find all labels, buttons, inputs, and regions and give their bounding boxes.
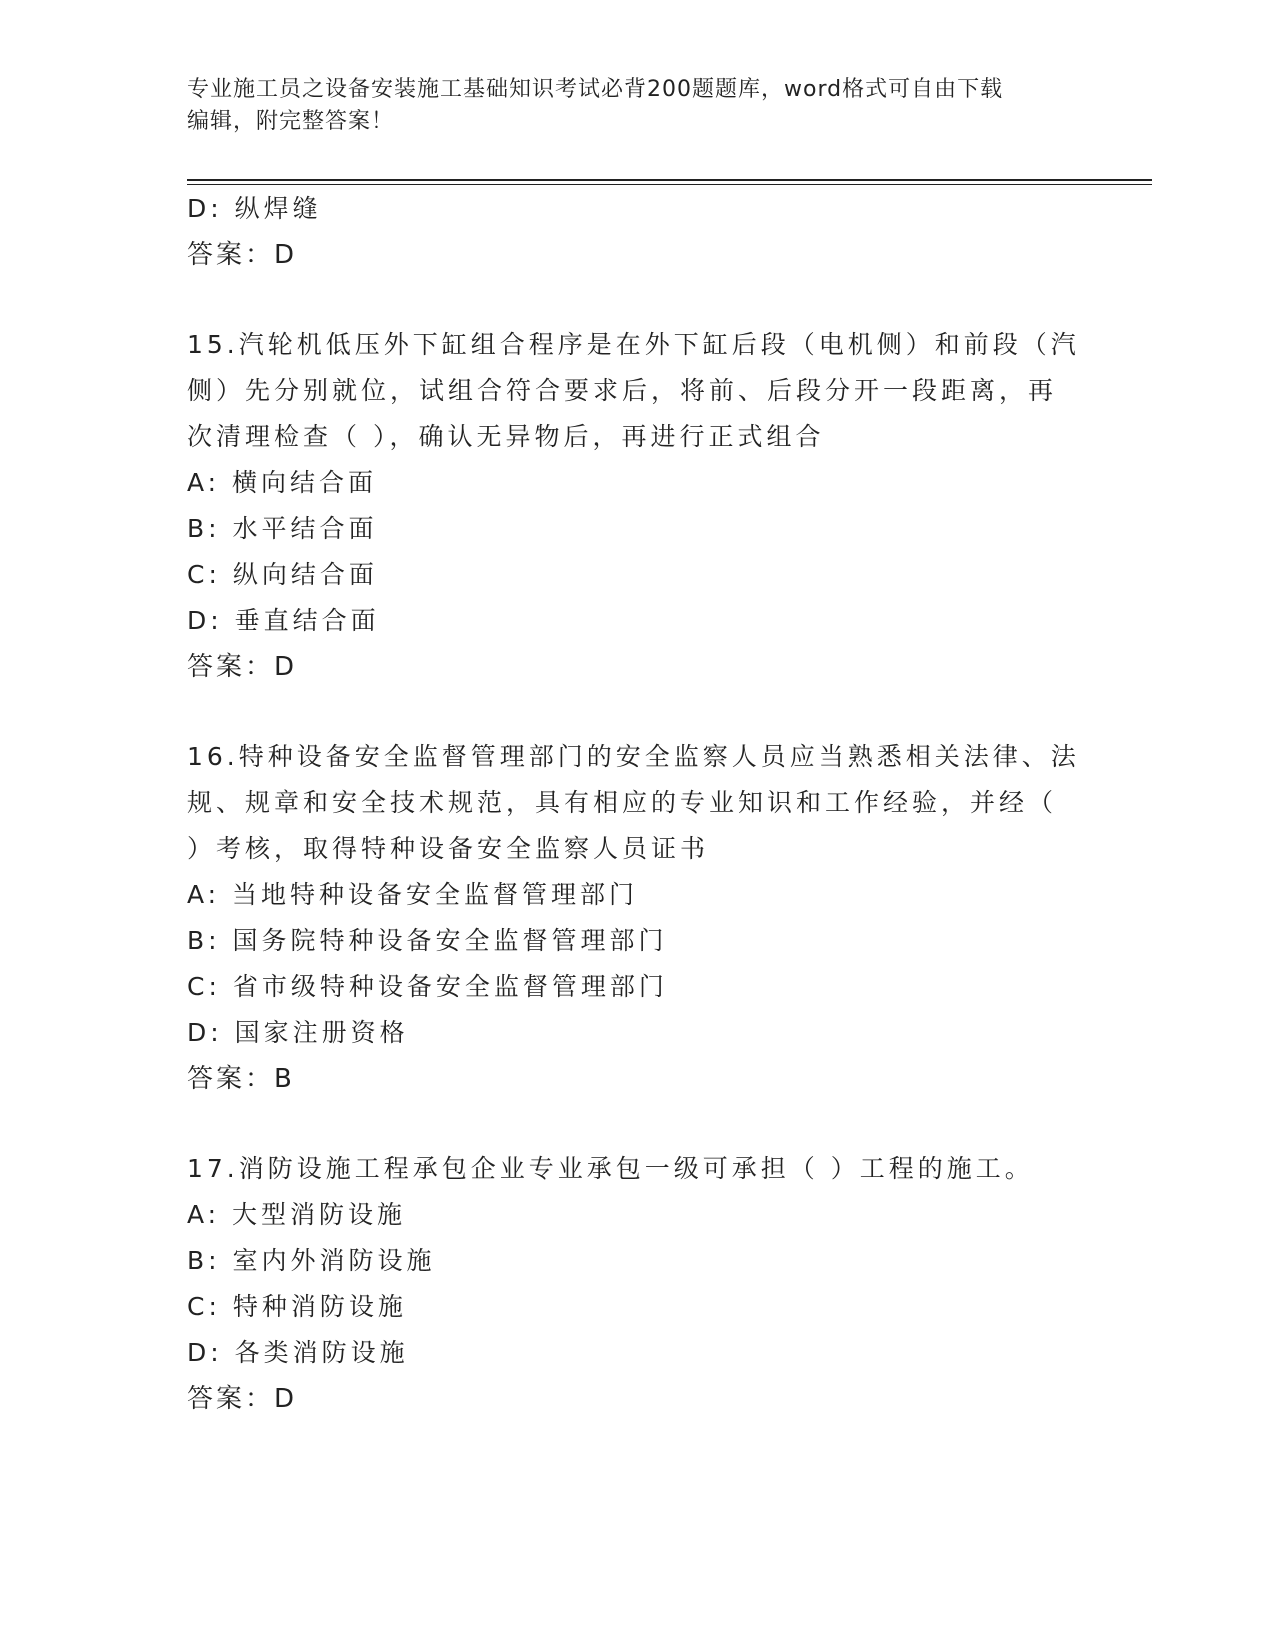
question-17 — [187, 1146, 1077, 1422]
header-divider-thin — [187, 184, 1152, 185]
option-c: C: 纵向结合面 — [187, 560, 378, 589]
document-body — [187, 186, 1080, 1422]
option-c: C: 省市级特种设备安全监督管理部门 — [187, 972, 668, 1001]
option-b: B: 室内外消防设施 — [187, 1246, 436, 1275]
option-a: A: 当地特种设备安全监督管理部门 — [187, 880, 639, 909]
spacer — [187, 690, 1077, 734]
option-a: A: 横向结合面 — [187, 468, 378, 497]
option-b: B: 国务院特种设备安全监督管理部门 — [187, 926, 668, 955]
spacer — [187, 278, 1077, 322]
question-text-line: 15.汽轮机低压外下缸组合程序是在外下缸后段（电机侧）和前段（汽 — [187, 330, 1080, 359]
question-text-line: 规、规章和安全技术规范，具有相应的专业知识和工作经验，并经（ — [187, 788, 1058, 817]
answer-line: 答案：D — [187, 240, 298, 270]
question-text-line: ）考核，取得特种设备安全监察人员证书 — [187, 834, 710, 863]
header-divider-thick — [187, 179, 1152, 181]
option-b: B: 水平结合面 — [187, 514, 378, 543]
question-text-line: 次清理检查（ ），确认无异物后，再进行正式组合 — [187, 422, 825, 451]
option-d: D: 国家注册资格 — [187, 1018, 409, 1047]
answer-line: 答案：D — [187, 652, 298, 682]
question-15 — [187, 322, 1080, 690]
option-d: D: 垂直结合面 — [187, 606, 380, 635]
document-header — [187, 74, 1077, 138]
header-line-2: 编辑，附完整答案！ — [187, 109, 395, 134]
question-text-line: 侧）先分别就位，试组合符合要求后，将前、后段分开一段距离，再 — [187, 376, 1058, 405]
option-a: A: 大型消防设施 — [187, 1200, 407, 1229]
spacer — [187, 1102, 1077, 1146]
answer-line: 答案：B — [187, 1064, 295, 1094]
question-text-line: 16.特种设备安全监督管理部门的安全监察人员应当熟悉相关法律、法 — [187, 742, 1080, 771]
answer-line: 答案：D — [187, 1384, 298, 1414]
option-d: D: 纵焊缝 — [187, 194, 322, 223]
header-line-1: 专业施工员之设备安装施工基础知识考试必背200题题库，word格式可自由下载 — [187, 77, 1004, 102]
question-16 — [187, 734, 1080, 1102]
question-text-line: 17.消防设施工程承包企业专业承包一级可承担（ ）工程的施工。 — [187, 1154, 1034, 1183]
question-14-tail — [187, 186, 1077, 278]
option-d: D: 各类消防设施 — [187, 1338, 409, 1367]
option-c: C: 特种消防设施 — [187, 1292, 407, 1321]
